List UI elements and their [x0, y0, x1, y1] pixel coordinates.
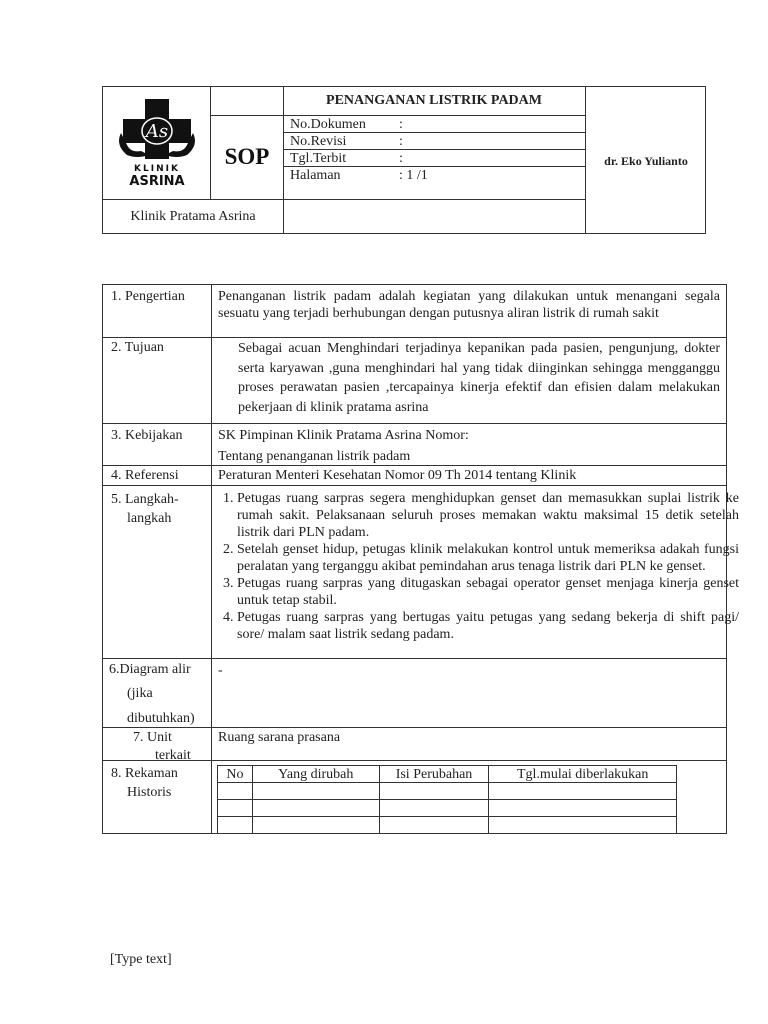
- revision-history-table: [217, 765, 677, 834]
- table-cell: [218, 800, 253, 817]
- document-title: PENANGANAN LISTRIK PADAM: [326, 93, 542, 108]
- text-pengertian: Penanganan listrik padam adalah kegiatan yang dilakukan untuk menangani segala sesuatu yang terjadi berhubungan dengan putusnya aliran listrik di rumah sakit: [218, 289, 720, 321]
- label-referensi: 4. Referensi: [111, 468, 179, 483]
- table-cell: [489, 800, 677, 817]
- meta-tgl-terbit: [283, 150, 585, 167]
- column-header: Yang dirubah: [252, 766, 379, 783]
- clinic-name: Klinik Pratama Asrina: [130, 209, 256, 224]
- table-header-row: [218, 766, 677, 783]
- text-unit: Ruang sarana prasana: [218, 730, 341, 745]
- table-cell: [379, 783, 489, 800]
- table-cell: [218, 817, 253, 834]
- footer-placeholder-text: [Type text]: [110, 952, 172, 967]
- text-kebijakan-line2: Tentang penanganan listrik padam: [218, 449, 411, 464]
- table-cell: [379, 817, 489, 834]
- table-cell: [252, 817, 379, 834]
- table-cell: [489, 817, 677, 834]
- column-header: Tgl.mulai diberlakukan: [489, 766, 677, 783]
- text-tujuan: Sebagai acuan Menghindari terjadinya kepanikan pada pasien, pengunjung, dokter serta karyawan ,guna menghindari hal yang tidak diinginkan sehingga mengganggu proses perawatan pasien ,tercapainya kinerja efektif dan efisien dalam melakukan pekerjaan di klinik pratama asrina: [238, 341, 720, 415]
- clinic-logo: [103, 87, 211, 199]
- label-kebijakan: 3. Kebijakan: [111, 428, 183, 443]
- svg-text:ASRINA: ASRINA: [129, 174, 185, 189]
- meta-value: : 1 /1: [399, 168, 428, 183]
- label-rekaman-2: Historis: [127, 785, 172, 800]
- meta-halaman: [283, 167, 585, 184]
- meta-value: :: [399, 134, 403, 149]
- meta-value: :: [399, 117, 403, 132]
- table-cell: [218, 783, 253, 800]
- label-rekaman: 8. Rekaman: [111, 766, 178, 781]
- svg-text:As: As: [145, 121, 169, 142]
- column-header: No: [218, 766, 253, 783]
- signatory-name: dr. Eko Yulianto: [604, 153, 688, 168]
- label-unit-2: terkait: [155, 748, 191, 763]
- label-unit: 7. Unit: [133, 730, 172, 745]
- row-divider: [103, 423, 726, 424]
- meta-no-dokumen: [283, 116, 585, 133]
- table-cell: [252, 783, 379, 800]
- sop-label: SOP: [224, 144, 270, 169]
- meta-key: No.Revisi: [290, 134, 347, 149]
- svg-text:KLINIK: KLINIK: [134, 164, 180, 174]
- column-header: Isi Perubahan: [379, 766, 489, 783]
- list-item: 4. Petugas ruang sarpras yang bertugas yaitu petugas yang sedang bekerja di shift pagi/ sore/ malam saat listrik sedang padam.: [237, 609, 739, 643]
- meta-no-revisi: [283, 133, 585, 150]
- table-cell: [489, 783, 677, 800]
- table-row: [218, 783, 677, 800]
- steps-list: [218, 490, 739, 643]
- label-diagram-2: (jika: [127, 686, 153, 701]
- header-table: [102, 86, 706, 234]
- row-divider: [103, 337, 726, 338]
- row-divider: [103, 465, 726, 466]
- text-kebijakan-line1: SK Pimpinan Klinik Pratama Asrina Nomor:: [218, 428, 469, 443]
- row-divider: [103, 485, 726, 486]
- meta-value: :: [399, 151, 403, 166]
- row-divider: [103, 727, 726, 728]
- label-langkah: 5. Langkah-: [111, 492, 179, 507]
- row-divider: [103, 658, 726, 659]
- list-item: 3. Petugas ruang sarpras yang ditugaskan sebagai operator genset menjaga kinerja genset untuk tetap stabil.: [237, 575, 739, 609]
- label-diagram: 6.Diagram alir: [109, 662, 191, 677]
- sop-content-table: [102, 284, 739, 834]
- text-referensi: Peraturan Menteri Kesehatan Nomor 09 Th 2014 tentang Klinik: [218, 468, 577, 483]
- table-cell: [252, 800, 379, 817]
- list-item: 2. Setelah genset hidup, petugas klinik melakukan kontrol untuk memeriksa adakah fungsi peralatan yang terganggu akibat pemindahan arus tenaga listrik dari PLN ke genset.: [237, 541, 739, 575]
- label-pengertian: 1. Pengertian: [111, 289, 185, 304]
- meta-key: No.Dokumen: [290, 117, 366, 132]
- label-tujuan: 2. Tujuan: [111, 340, 164, 355]
- table-row: [218, 817, 677, 834]
- meta-key: Halaman: [290, 168, 341, 183]
- label-langkah-2: langkah: [127, 511, 172, 526]
- table-cell: [379, 800, 489, 817]
- text-diagram: -: [218, 663, 223, 678]
- list-item: 1. Petugas ruang sarpras segera menghidupkan genset dan memasukkan suplai listrik ke rumah sakit. Pelaksanaan seluruh proses memakan waktu maksimal 15 detik setelah listrik dari PLN padam.: [237, 490, 739, 541]
- table-row: [218, 800, 677, 817]
- label-diagram-3: dibutuhkan): [127, 711, 195, 726]
- meta-key: Tgl.Terbit: [290, 151, 347, 166]
